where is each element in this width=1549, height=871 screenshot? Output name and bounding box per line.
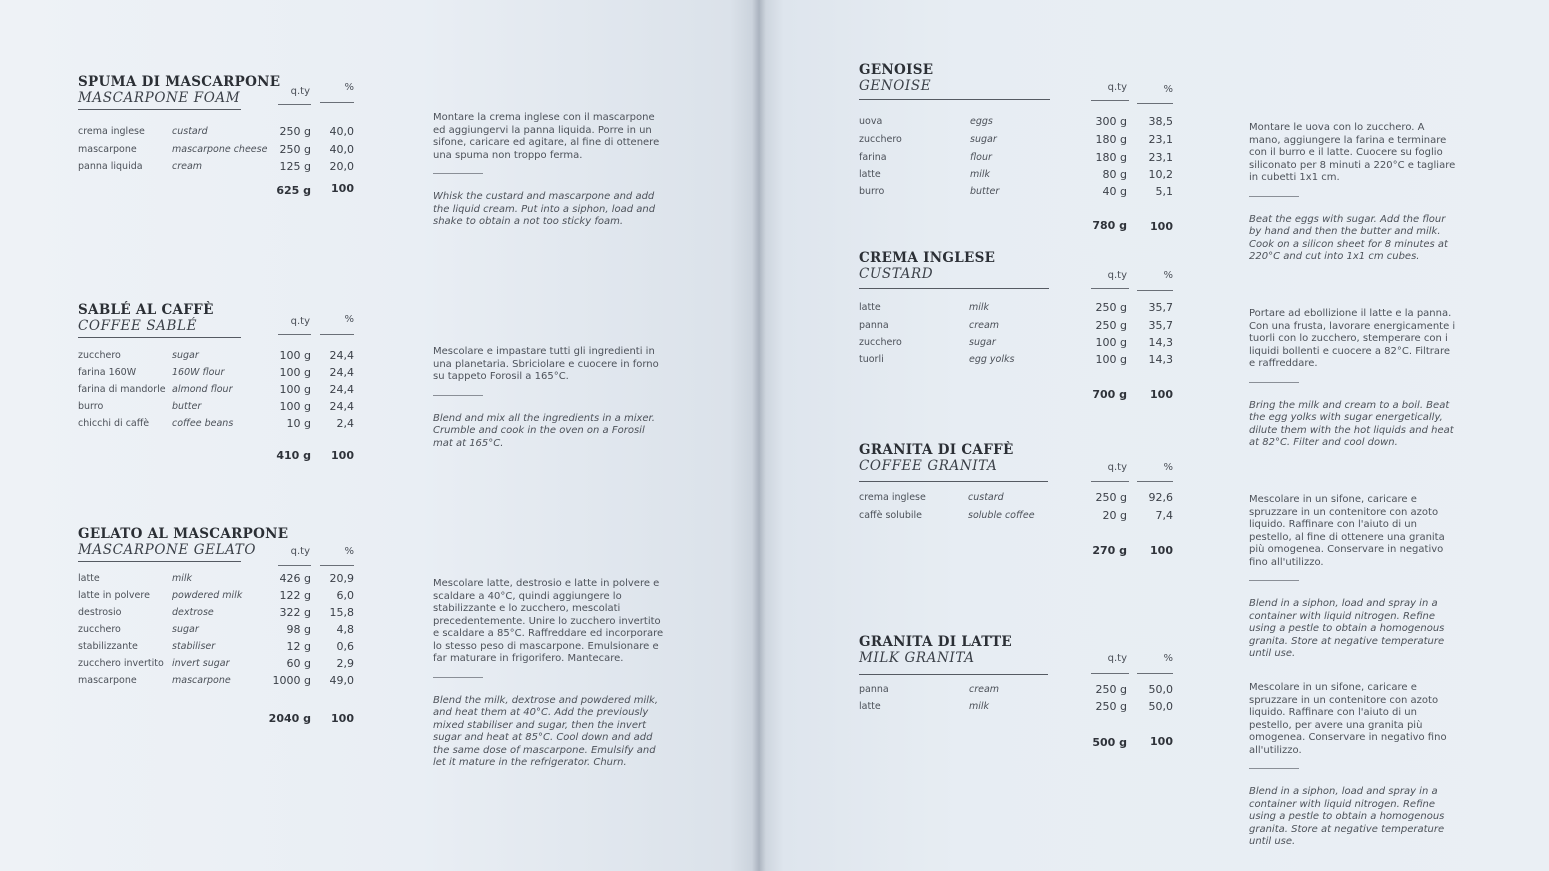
ingredient-en: powdered milk [172, 590, 243, 601]
ingredient-en: coffee beans [172, 418, 234, 429]
title-rule [859, 674, 1048, 675]
recipe-title-it: GRANITA DI LATTE [859, 634, 1013, 650]
right-page [760, 0, 1549, 871]
ingredient-en: dextrose [172, 607, 214, 618]
recipe-title-en: CUSTARD [859, 266, 934, 282]
col-head-qty: q.ty [1107, 653, 1127, 664]
ingredient-qty: 12 g [286, 640, 311, 653]
ingredient-pct: 10,2 [1148, 168, 1173, 181]
method-it: Mescolare in un sifone, caricare e spruzzare in un contenitore con azoto liquido. Raffinare con l'aiuto di un pestello, per avere una granita più omogenea. Conservare in negativo fino all'utilizzo. [1249, 682, 1447, 756]
recipe-title-en: MASCARPONE GELATO [78, 542, 257, 558]
ingredient-qty: 180 g [1095, 133, 1127, 146]
ingredient-qty: 322 g [279, 606, 311, 619]
col-head-pct: % [1163, 653, 1173, 664]
method-it: Montare le uova con lo zucchero. A mano, aggiungere la farina e terminare con il burro e il latte. Cuocere su foglio siliconato per 8 minuti a 220°C e tagliare in cubetti 1x1 cm. [1249, 122, 1456, 183]
method [433, 112, 665, 229]
method-separator [1249, 196, 1299, 197]
method [1249, 308, 1459, 450]
ingredient-it: zucchero [78, 624, 121, 635]
method-separator [1249, 382, 1299, 383]
recipe-title-en: GENOISE [859, 78, 932, 94]
method-en: Bring the milk and cream to a boil. Beat the egg yolks with sugar energetically, dilute them with the hot liquids and heat at 82°C. Filter and cool down. [1249, 399, 1454, 448]
col-rule-qty [278, 334, 311, 335]
ingredient-it: stabilizzante [78, 641, 138, 652]
method-en: Blend and mix all the ingredients in a mixer. Crumble and cook in the oven on a Forosil mat at 165°C. [433, 412, 655, 449]
method-separator [433, 173, 483, 174]
left-page [0, 0, 760, 871]
ingredient-it: chicchi di caffè [78, 418, 150, 429]
total-pct: 100 [331, 449, 354, 462]
col-head-qty: q.ty [290, 546, 310, 557]
ingredient-pct: 35,7 [1148, 301, 1173, 314]
ingredient-it: destrosio [78, 607, 122, 618]
ingredient-it: farina di mandorle [78, 384, 166, 395]
ingredient-en: mascarpone cheese [172, 144, 268, 155]
ingredient-it: latte [859, 169, 881, 180]
ingredient-en: eggs [970, 116, 993, 127]
ingredient-it: zucchero [859, 337, 902, 348]
recipe-title-en: COFFEE SABLÉ [78, 318, 198, 334]
col-rule-pct [1137, 481, 1173, 482]
total-pct: 100 [1150, 388, 1173, 401]
ingredient-en: milk [172, 573, 193, 584]
ingredient-qty: 100 g [1095, 353, 1127, 366]
ingredient-qty: 250 g [1095, 491, 1127, 504]
col-head-qty: q.ty [1107, 462, 1127, 473]
ingredient-it: farina 160W [78, 367, 137, 378]
total-pct: 100 [331, 712, 354, 725]
ingredient-it: mascarpone [78, 675, 137, 686]
ingredient-pct: 40,0 [329, 125, 354, 138]
title-rule [78, 337, 241, 338]
method-separator [433, 677, 483, 678]
ingredient-pct: 15,8 [329, 606, 354, 619]
ingredient-it: uova [859, 116, 883, 127]
col-rule-pct [320, 334, 354, 335]
method-it: Montare la crema inglese con il mascarpone ed aggiungervi la panna liquida. Porre in un sifone, caricare ed agitare, al fine di ottenere una spuma non troppo ferma. [433, 112, 660, 161]
col-head-pct: % [1163, 84, 1173, 95]
ingredient-pct: 92,6 [1148, 491, 1173, 504]
col-rule-qty [1091, 288, 1129, 289]
ingredient-pct: 23,1 [1148, 151, 1173, 164]
method-separator [433, 395, 483, 396]
ingredient-it: zucchero invertito [78, 658, 164, 669]
ingredient-qty: 250 g [1095, 319, 1127, 332]
ingredient-en: flour [970, 152, 992, 163]
method [433, 346, 665, 450]
title-rule [859, 288, 1049, 289]
ingredient-it: burro [859, 186, 885, 197]
method-en: Blend in a siphon, load and spray in a container with liquid nitrogen. Refine using a pestle to obtain a homogenous granita. Store at negative temperature until use. [1249, 598, 1445, 659]
col-head-pct: % [1163, 462, 1173, 473]
col-head-qty: q.ty [290, 86, 310, 97]
ingredient-pct: 24,4 [329, 349, 354, 362]
ingredient-it: caffè solubile [859, 510, 923, 521]
ingredient-en: mascarpone [172, 675, 231, 686]
ingredient-pct: 40,0 [329, 143, 354, 156]
recipe-title-en: COFFEE GRANITA [859, 458, 998, 474]
method [1249, 122, 1459, 264]
total-qty: 780 g [1092, 219, 1127, 232]
ingredient-it: zucchero [859, 134, 902, 145]
recipe-milk-granita [859, 634, 1519, 847]
ingredient-pct: 14,3 [1148, 353, 1173, 366]
ingredient-it: panna liquida [78, 161, 143, 172]
ingredient-pct: 20,0 [329, 160, 354, 173]
book-spine [752, 0, 766, 871]
ingredient-it: zucchero [78, 350, 121, 361]
ingredient-qty: 180 g [1095, 151, 1127, 164]
title-rule [78, 561, 241, 562]
ingredient-pct: 50,0 [1148, 683, 1173, 696]
method-en: Blend in a siphon, load and spray in a container with liquid nitrogen. Refine using a pestle to obtain a homogenous granita. Store at negative temperature until use. [1249, 786, 1445, 847]
ingredient-en: butter [172, 401, 202, 412]
total-qty: 270 g [1092, 544, 1127, 557]
total-qty: 410 g [276, 449, 311, 462]
total-pct: 100 [331, 182, 354, 195]
col-rule-qty [278, 104, 311, 105]
ingredient-pct: 24,4 [329, 383, 354, 396]
ingredient-it: tuorli [859, 354, 884, 365]
col-rule-pct [320, 565, 354, 566]
ingredient-en: soluble coffee [968, 510, 1035, 521]
ingredient-qty: 80 g [1102, 168, 1127, 181]
col-head-qty: q.ty [1107, 82, 1127, 93]
col-rule-pct [1137, 103, 1173, 104]
col-head-qty: q.ty [1107, 270, 1127, 281]
ingredient-it: latte in polvere [78, 590, 150, 601]
ingredient-en: milk [970, 169, 991, 180]
ingredient-en: 160W flour [172, 367, 225, 378]
total-qty: 2040 g [268, 712, 311, 725]
ingredient-en: sugar [970, 134, 997, 145]
col-head-qty: q.ty [290, 316, 310, 327]
col-rule-qty [1091, 673, 1129, 674]
method-separator [1249, 768, 1299, 769]
recipe-title-it: GRANITA DI CAFFÈ [859, 442, 1014, 458]
ingredient-en: cream [172, 161, 203, 172]
total-qty: 700 g [1092, 388, 1127, 401]
col-head-pct: % [344, 314, 354, 325]
ingredient-qty: 250 g [1095, 700, 1127, 713]
title-rule [859, 481, 1048, 482]
ingredient-it: panna [859, 320, 889, 331]
recipe-title-it: CREMA INGLESE [859, 250, 996, 266]
ingredient-qty: 1000 g [272, 674, 311, 687]
method-en: Blend the milk, dextrose and powdered milk, and heat them at 40°C. Add the previously mixed stabiliser and sugar, then the invert sugar and heat at 85°C. Cool down and add the same dose of mascarpone. Emulsify and let it mature in the refrigerator. Churn. [433, 694, 658, 768]
recipe-coffee-sable [78, 302, 718, 482]
ingredient-pct: 4,8 [336, 623, 354, 636]
ingredient-pct: 0,6 [336, 640, 354, 653]
ingredient-qty: 250 g [1095, 683, 1127, 696]
ingredient-qty: 98 g [286, 623, 311, 636]
col-rule-qty [1091, 100, 1129, 101]
ingredient-it: latte [78, 573, 100, 584]
method-it: Mescolare latte, destrosio e latte in polvere e scaldare a 40°C, quindi aggiungere lo stabilizzante e lo zucchero, mescolati precedentemente. Unire lo zucchero invertito e scaldare a 85°C. Raffreddare ed incorporare lo stesso peso di mascarpone. Emulsionare e far maturare in frigorifero. Mantecare. [433, 578, 664, 664]
ingredient-qty: 40 g [1102, 185, 1127, 198]
ingredient-qty: 250 g [279, 143, 311, 156]
ingredient-qty: 60 g [286, 657, 311, 670]
method-it: Mescolare in un sifone, caricare e spruzzare in un contenitore con azoto liquido. Raffinare con l'aiuto di un pestello, al fine di ottenere una granita più omogenea. Conservare in negativo fino all'utilizzo. [1249, 494, 1445, 568]
total-qty: 625 g [276, 184, 311, 197]
recipe-title-it: SABLÉ AL CAFFÈ [78, 302, 214, 318]
ingredient-it: farina [859, 152, 887, 163]
total-pct: 100 [1150, 220, 1173, 233]
ingredient-en: milk [969, 701, 990, 712]
ingredient-pct: 23,1 [1148, 133, 1173, 146]
method-en: Beat the eggs with sugar. Add the flour by hand and then the butter and milk. Cook on a silicon sheet for 8 minutes at 220°C and cut into 1x1 cm cubes. [1249, 213, 1448, 262]
ingredient-qty: 250 g [279, 125, 311, 138]
ingredient-en: custard [968, 492, 1004, 503]
ingredient-qty: 100 g [279, 366, 311, 379]
ingredient-pct: 35,7 [1148, 319, 1173, 332]
col-rule-pct [320, 102, 354, 103]
ingredient-pct: 6,0 [336, 589, 354, 602]
method-en: Whisk the custard and mascarpone and add the liquid cream. Put into a siphon, load and shake to obtain a not too sticky foam. [433, 191, 656, 227]
ingredient-it: mascarpone [78, 144, 137, 155]
ingredient-pct: 14,3 [1148, 336, 1173, 349]
ingredient-pct: 49,0 [329, 674, 354, 687]
ingredient-pct: 24,4 [329, 366, 354, 379]
ingredient-en: cream [969, 320, 1000, 331]
ingredient-en: invert sugar [172, 658, 230, 669]
ingredient-en: egg yolks [969, 354, 1015, 365]
recipe-custard [859, 250, 1519, 448]
recipe-title-it: GENOISE [859, 62, 934, 78]
ingredient-qty: 250 g [1095, 301, 1127, 314]
col-rule-qty [1091, 481, 1129, 482]
ingredient-it: panna [859, 684, 889, 695]
ingredient-en: butter [970, 186, 1000, 197]
ingredient-qty: 100 g [279, 349, 311, 362]
ingredient-en: sugar [172, 350, 199, 361]
ingredient-it: burro [78, 401, 104, 412]
ingredient-qty: 100 g [1095, 336, 1127, 349]
ingredient-qty: 426 g [279, 572, 311, 585]
ingredient-en: cream [969, 684, 1000, 695]
method-it: Mescolare e impastare tutti gli ingredienti in una planetaria. Sbriciolare e cuocere in forno su tappeto Forosil a 165°C. [433, 346, 659, 382]
ingredient-pct: 5,1 [1155, 185, 1173, 198]
ingredient-en: stabiliser [172, 641, 216, 652]
col-rule-qty [278, 565, 311, 566]
ingredient-qty: 100 g [279, 400, 311, 413]
ingredient-it: latte [859, 701, 881, 712]
recipe-mascarpone-gelato [78, 526, 718, 826]
col-rule-pct [1137, 673, 1173, 674]
ingredient-qty: 10 g [286, 417, 311, 430]
ingredient-pct: 38,5 [1148, 115, 1173, 128]
ingredient-pct: 20,9 [329, 572, 354, 585]
recipe-title-en: MILK GRANITA [859, 650, 975, 666]
ingredient-pct: 2,9 [336, 657, 354, 670]
col-head-pct: % [344, 82, 354, 93]
total-qty: 500 g [1092, 736, 1127, 749]
ingredient-en: sugar [969, 337, 996, 348]
ingredient-pct: 50,0 [1148, 700, 1173, 713]
title-rule [78, 109, 241, 110]
ingredient-qty: 20 g [1102, 509, 1127, 522]
col-head-pct: % [1163, 270, 1173, 281]
ingredient-en: milk [969, 302, 990, 313]
ingredient-qty: 125 g [279, 160, 311, 173]
col-head-pct: % [344, 546, 354, 557]
ingredient-it: latte [859, 302, 881, 313]
method [433, 578, 665, 770]
ingredient-en: sugar [172, 624, 199, 635]
title-rule [859, 99, 1050, 100]
recipe-mascarpone-foam [78, 74, 718, 244]
ingredient-it: crema inglese [78, 126, 145, 137]
recipe-title-it: SPUMA DI MASCARPONE [78, 74, 281, 90]
recipe-title-en: MASCARPONE FOAM [78, 90, 241, 106]
ingredient-it: crema inglese [859, 492, 926, 503]
ingredient-qty: 122 g [279, 589, 311, 602]
col-rule-pct [1137, 290, 1173, 291]
ingredient-pct: 24,4 [329, 400, 354, 413]
method-separator [1249, 580, 1299, 581]
ingredient-en: custard [172, 126, 208, 137]
ingredient-pct: 2,4 [336, 417, 354, 430]
ingredient-en: almond flour [172, 384, 233, 395]
ingredient-qty: 300 g [1095, 115, 1127, 128]
method [1249, 682, 1459, 849]
total-pct: 100 [1150, 735, 1173, 748]
total-pct: 100 [1150, 544, 1173, 557]
method-it: Portare ad ebollizione il latte e la panna. Con una frusta, lavorare energicamente i tuorli con lo zucchero, stemperare con i liquidi bollenti e cuocere a 82°C. Filtrare e raffreddare. [1249, 308, 1456, 369]
ingredient-qty: 100 g [279, 383, 311, 396]
ingredient-pct: 7,4 [1155, 509, 1173, 522]
recipe-title-it: GELATO AL MASCARPONE [78, 526, 289, 542]
